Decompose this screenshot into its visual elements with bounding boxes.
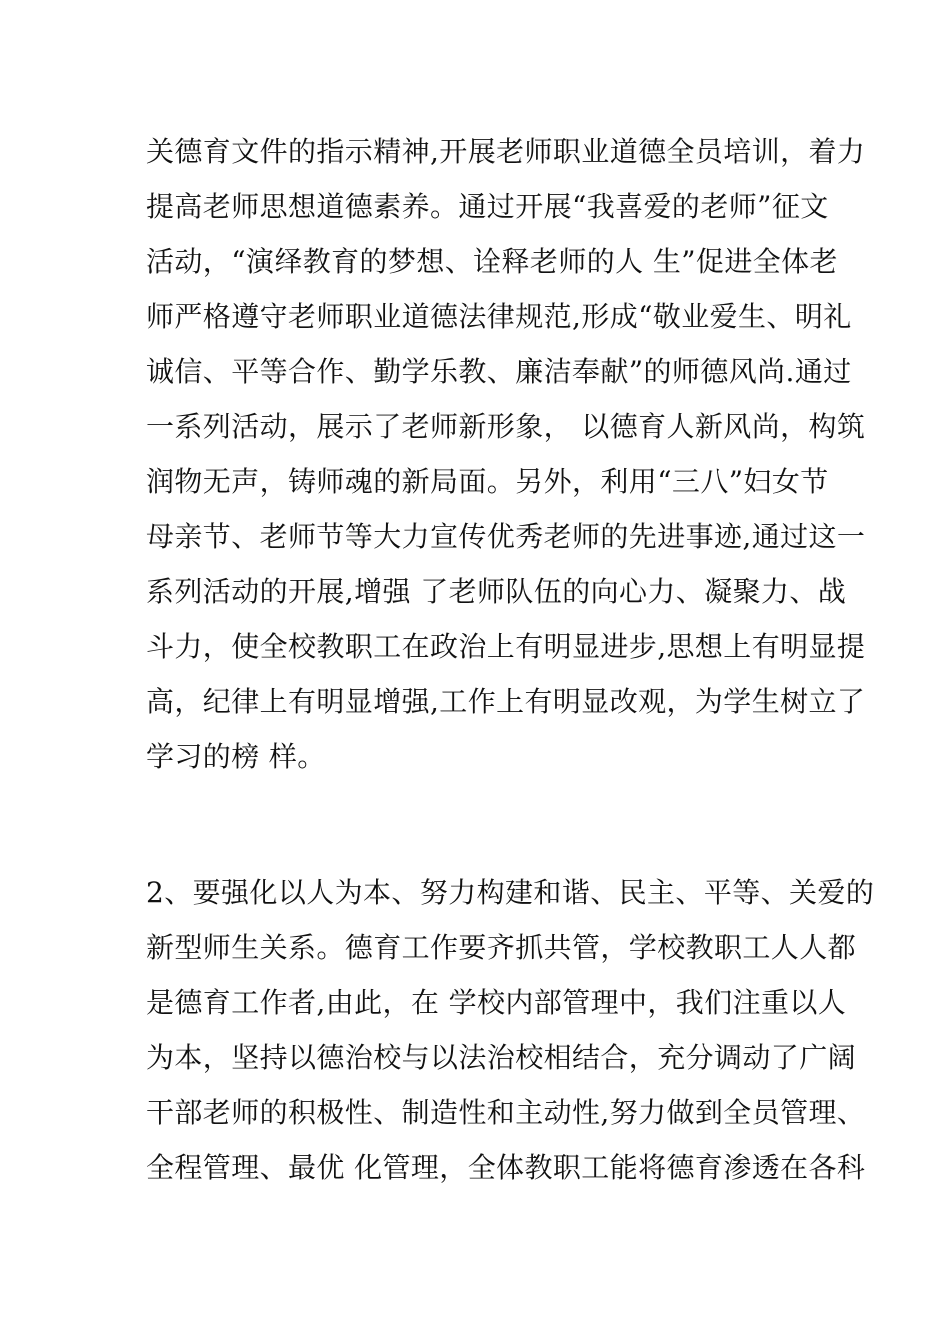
p1-line-1: 关德育文件的指示精神,开展老师职业道德全员培训，着力 <box>146 135 866 168</box>
p1-line-10: 斗力，使全校教职工在政治上有明显进步,思想上有明显提 <box>146 630 866 663</box>
p2-line-1: 2、要强化以人为本、努力构建和谐、民主、平等、关爱的 <box>146 876 875 909</box>
p2-line-2: 新型师生关系。德育工作要齐抓共管，学校教职工人人都 <box>146 931 857 964</box>
p1-line-11: 高，纪律上有明显增强,工作上有明显改观，为学生树立了 <box>146 685 866 718</box>
p1-line-4: 师严格遵守老师职业道德法律规范,形成“敬业爱生、明礼 <box>146 300 852 333</box>
p2-line-4: 为本，坚持以德治校与以法治校相结合，充分调动了广阔 <box>146 1041 857 1074</box>
p1-line-12: 学习的榜 样。 <box>146 740 326 773</box>
p1-line-5: 诚信、平等合作、勤学乐教、廉洁奉献”的师德风尚.通过 <box>146 355 852 388</box>
p1-line-9: 系列活动的开展,增强 了老师队伍的向心力、凝聚力、战 <box>146 575 847 608</box>
p1-line-2: 提高老师思想道德素养。通过开展“我喜爱的老师”征文 <box>146 190 829 223</box>
p1-line-6: 一系列活动，展示了老师新形象， 以德育人新风尚，构筑 <box>146 410 866 443</box>
p1-line-7: 润物无声，铸师魂的新局面。另外，利用“三八”妇女节 <box>146 465 829 498</box>
p1-line-8: 母亲节、老师节等大力宣传优秀老师的先进事迹,通过这一 <box>146 520 866 553</box>
p2-line-3: 是德育工作者,由此，在 学校内部管理中，我们注重以人 <box>146 986 847 1019</box>
p2-line-6: 全程管理、最优 化管理，全体教职工能将德育渗透在各科 <box>146 1151 866 1184</box>
p1-line-3: 活动，“演绎教育的梦想、诠释老师的人 生”促进全体老 <box>146 245 838 278</box>
p2-line-5: 干部老师的积极性、制造性和主动性,努力做到全员管理、 <box>146 1096 866 1129</box>
